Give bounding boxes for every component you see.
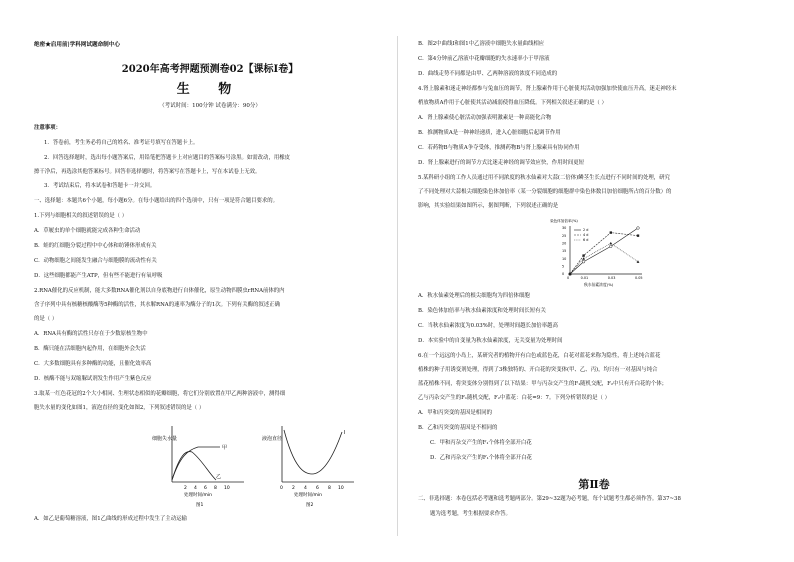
fig2-tick: 6	[316, 486, 319, 491]
q5-data-point	[637, 260, 640, 263]
option: B．乙和丙突变的基因是不相同的	[418, 425, 498, 431]
question-stem: 的是（ ）	[34, 316, 58, 322]
option: C．若药物B与物质A争夺受体，推测药物B与肾上腺素具有协同作用	[418, 145, 580, 151]
option: B．图2中曲线I和图1中乙溶液中细胞失水量曲线相应	[418, 41, 545, 47]
option: A．秋水仙素处理后的根尖细胞均为四倍体细胞	[418, 293, 530, 299]
q5-data-point	[610, 245, 613, 248]
notice-item: 3．考试结束后，将本试卷和答题卡一并交回。	[44, 183, 156, 189]
option: B．酶只能在活细胞内起作用，在细胞外会失活	[34, 346, 146, 352]
option: B．蛙的红细胞分裂过程中中心体和纺锤体形成有关	[34, 243, 157, 249]
volume-2-heading: 第Ⅱ卷	[578, 478, 610, 491]
option: A．草履虫的单个细胞就能完成各种生命活动	[34, 228, 141, 234]
question-stem: 5.某科研小组的工作人员通过用不同浓度的秋水仙素对大蒜(二倍体)鳞茎生长点进行不同时间的处理，研究	[418, 175, 670, 181]
q5-ytick-label: 30	[562, 226, 567, 231]
question-stem: 植株的种子用诱变剂处理，得到了3株独特的、开白花的突变体(甲、乙、丙)，均只有一对基因与纯合	[418, 367, 658, 373]
option: D．肾上腺素进行的调节方式比迷走神经的调节效应快，作用时间更短	[418, 160, 585, 166]
fig2-tick: 10	[338, 486, 344, 491]
notice-item: 2．回答选择题时，选出每小题答案后，用铅笔把答题卡上对应题目的答案标号涂黑。如需改动，用橡皮	[44, 155, 291, 161]
notice-item: 擦干净后，再选涂其他答案标号。回答非选择题时，将答案写在答题卡上，写在本试卷上无效。	[34, 169, 261, 175]
question-stem: 蓝花植株不同，将突变体分别得到了以下结果：甲与丙杂交产生的F₁随机交配，F₂中只有开白花的个体；	[418, 381, 667, 387]
secret-label: 绝密★启用前|学科网试题命制中心	[34, 42, 120, 48]
q5-xtick-label: 0	[567, 276, 570, 280]
q5-ytick-label: 5	[562, 264, 565, 269]
notice-heading: 注意事项：	[34, 125, 61, 131]
q5-legend-label: 4 d	[583, 233, 589, 238]
fig2-tick: 4	[304, 486, 307, 491]
q5-ytick-label: 10	[562, 256, 567, 261]
q5-chart-xlabel: 秋水仙素浓度(%)	[584, 282, 614, 287]
fig1-tick: 2	[184, 486, 187, 491]
question-stem: 含子序列中具有核糖核酸酶等5种酶的活性，其水解RNA的速率为酶分子的1次。下列有关酶的叙述正确	[34, 302, 280, 308]
question-stem: 3.取某一红色花冠的2个大小相同、生理状态相似的花瓣细胞，将它们分别放置在甲乙两种溶液中，测得细	[34, 391, 286, 397]
question-stem: 影响，其实验结果如图所示，据图判断，下列叙述正确的是	[418, 203, 559, 209]
option: C．第4分钟前乙溶液中花瓣细胞的失水速率小于甲溶液	[418, 56, 550, 62]
fig2-tick: 0	[280, 486, 283, 491]
fig1-tick: 8	[214, 486, 217, 491]
q5-xtick-label: 0.01	[580, 276, 589, 280]
q5-chart-ylabel: 染色体加倍率(%)	[550, 219, 578, 223]
q5-data-point	[582, 257, 585, 260]
section-heading: 一、选择题：本题共6个小题，每小题6分。在每小题给出的四个选项中，只有一项是符合题目要求的。	[34, 198, 279, 204]
notice-item: 1．答卷前，考生务必将自己的姓名、准考证号填写在答题卡上。	[44, 140, 199, 146]
fig1-tick: 10	[224, 486, 230, 491]
fig1-curve-b	[172, 452, 216, 480]
q5-xtick-label: 0.03	[607, 276, 616, 280]
section-heading: 题为选考题，考生根据要求作答。	[430, 511, 511, 517]
fig2-tick: 8	[328, 486, 331, 491]
q5-data-point	[637, 227, 640, 230]
q5-ytick-label: 25	[562, 233, 567, 238]
q5-series-line	[570, 243, 638, 274]
q5-xtick-label: 0.05	[635, 276, 643, 280]
q5-series-line	[570, 233, 638, 274]
fig2-curve	[284, 430, 342, 474]
fig1-label-a: 甲	[222, 445, 228, 451]
fig2-caption: 图2	[306, 503, 314, 508]
option: B．推测物质A是一种神经递质，进入心脏细胞后起调节作用	[418, 130, 561, 136]
q5-legend-label: 2 d	[583, 228, 589, 233]
fig1-tick: 4	[194, 486, 197, 491]
option: D．本实验中的自变量为秋水仙素浓度，无关变量为处理时间	[418, 338, 563, 344]
fig1-tick: 6	[204, 486, 207, 491]
fig1-caption: 图1	[196, 503, 204, 508]
q5-data-point	[610, 231, 612, 233]
option: A．如乙是葡萄糖溶液，图1乙曲线的形成过程中发生了主动运输	[34, 516, 187, 522]
q5-data-point	[582, 260, 585, 263]
option: C．大多数细胞具有多种酶的功能，且催化效率高	[34, 361, 152, 367]
question-stem: 乙与丙杂交产生的F₁随机交配，F₂中蓝花：白花=9：7。下列分析错误的是（ ）	[418, 395, 611, 401]
option: D．核酶不能与双缩脲试剂发生作用产生紫色反应	[34, 376, 152, 382]
option: C．甲和丙杂交产生的F₁个体将全部开白花	[430, 440, 532, 446]
q5-legend-label: 6 d	[583, 238, 589, 243]
question-stem: 6.在一个远远的小岛上，某研究者的植物开有白色或蓝色花，白花对蓝花来称为隐性，将上述纯合蓝花	[418, 353, 661, 359]
figure-1	[150, 420, 250, 508]
q5-ytick-label: 0	[562, 272, 565, 277]
question-stem: 4.肾上腺素和迷走神经都参与兔血压的调节，肾上腺素作用于心脏使其活动加强加快使血压升高，迷走神经末	[418, 86, 677, 92]
fig1-label-b: 乙	[216, 474, 222, 480]
figure-2	[260, 420, 360, 508]
fig1-xlabel: 处理时间/min	[184, 493, 213, 498]
exam-info: （考试时间：100分钟 试卷满分：90分）	[159, 103, 261, 109]
q5-ytick-label: 15	[562, 249, 567, 254]
column-divider	[397, 36, 398, 536]
q5-ytick-label: 20	[562, 241, 567, 246]
q5-data-point	[582, 254, 584, 256]
subject-title: 生 物	[176, 82, 244, 97]
option: D．曲线走势不同都是由甲、乙两种溶液的浓度不同造成的	[418, 71, 558, 77]
exam-title: 2020年高考押题预测卷02【课标I卷】	[121, 64, 299, 75]
option: D．乙和丙杂交产生的F₁个体将全部开白花	[430, 455, 532, 461]
fig1-curve-a	[172, 447, 220, 480]
option: D．这些细胞都能产生ATP，但有些不能进行有氧呼吸	[34, 273, 163, 279]
section-heading: 二、非选择题：本卷包括必考题和选考题两部分。第29~32题为必考题，每个试题考生都必须作答。第37~38	[418, 496, 681, 502]
option: A．甲和丙突变的基因是相同的	[418, 410, 492, 416]
option: C．当秋水仙素浓度为0.03%时，处理时间越长加倍率越高	[418, 323, 558, 329]
fig1-ylabel: 细胞失水量	[152, 436, 178, 442]
question-stem: 梢放物质A作用于心脏使其活动减弱使得血压降低。下列相关叙述正确的是（ ）	[418, 100, 607, 106]
option: B．染色体加倍率与秋水仙素浓度和处理时间长短有关	[418, 308, 546, 314]
q5-line-chart	[550, 218, 650, 288]
question-stem: 胞失水量的变化如图1，液泡直径的变化如图2，下列叙述错误的是（ ）	[34, 405, 205, 411]
q5-data-point	[637, 234, 639, 236]
option: A．肾上腺素使心脏活动加强表明激素是一种高能化合物	[418, 115, 552, 121]
fig2-label: I	[344, 430, 346, 436]
fig2-tick: 2	[292, 486, 295, 491]
q5-data-point	[609, 242, 612, 245]
fig2-xlabel: 处理时间/min	[294, 493, 323, 498]
fig2-ylabel: 液泡直径	[262, 436, 283, 442]
option: C．动物细胞之间能发生融合与细胞膜的流动性有关	[34, 258, 157, 264]
option: A．RNA具有酶的活性只存在于少数原核生物中	[34, 331, 148, 337]
question-stem: 了不同处理对大蒜根尖细胞染色体加倍率（某一分裂细胞的细胞群中染色体数目加倍细胞所占的百分数）的	[418, 189, 672, 195]
question-stem: 2.RNA催化的反应机制，能大多数RNA催化剂以自身底物进行自体催化，原生动物四膜虫rRNA前体的内	[34, 288, 285, 294]
question-stem: 1.下列与细胞相关的叙述错误的是（ ）	[34, 213, 128, 219]
